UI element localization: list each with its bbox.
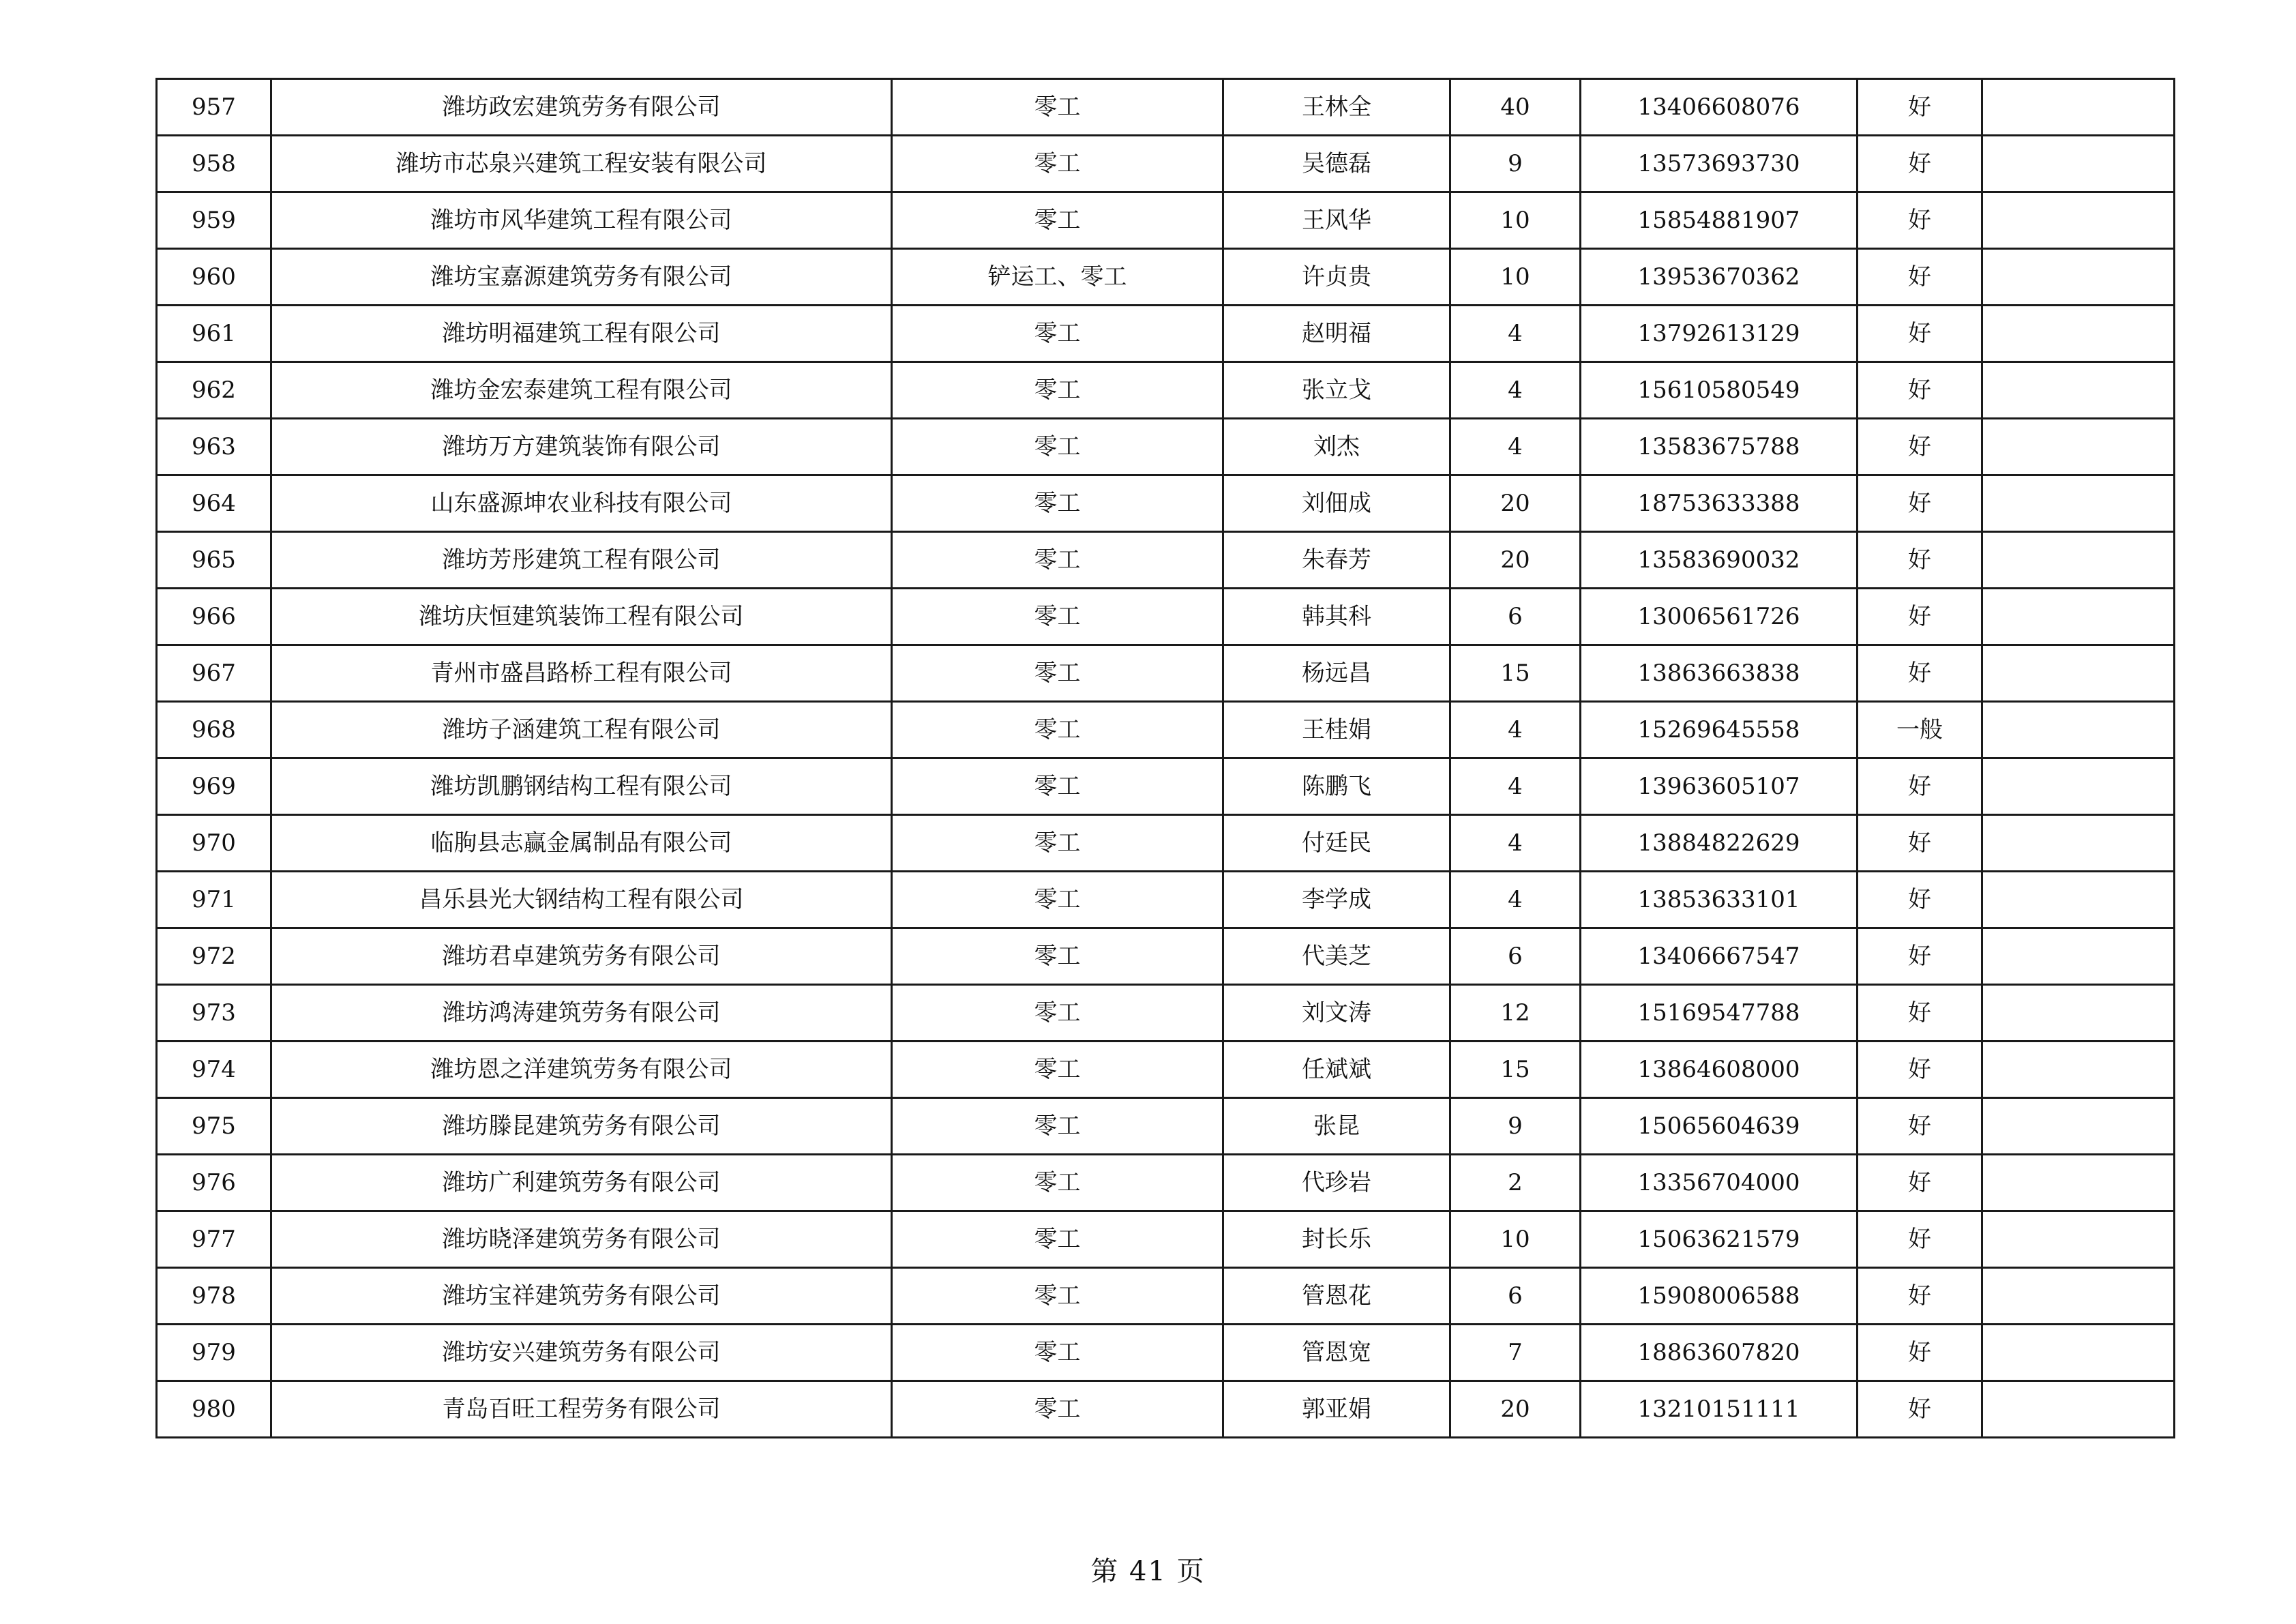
phone-number-cell: 15065604639 — [1581, 1098, 1858, 1155]
row-number-cell: 971 — [157, 872, 271, 928]
company-name-cell: 潍坊金宏泰建筑工程有限公司 — [271, 362, 892, 419]
rating-cell: 一般 — [1858, 702, 1982, 758]
company-name-cell: 山东盛源坤农业科技有限公司 — [271, 475, 892, 532]
rating-cell: 好 — [1858, 1381, 1982, 1438]
trade-type-cell: 零工 — [892, 928, 1223, 985]
worker-count-cell: 20 — [1450, 532, 1581, 589]
trade-type-cell: 零工 — [892, 1325, 1223, 1381]
phone-number-cell: 18863607820 — [1581, 1325, 1858, 1381]
phone-number-cell: 15269645558 — [1581, 702, 1858, 758]
table-row — [157, 645, 2175, 702]
rating-cell: 好 — [1858, 815, 1982, 872]
contact-person-cell: 代美芝 — [1223, 928, 1450, 985]
rating-cell: 好 — [1858, 985, 1982, 1042]
row-number-cell: 958 — [157, 136, 271, 192]
trade-type-cell: 零工 — [892, 419, 1223, 475]
table-row — [157, 1268, 2175, 1325]
remark-cell — [1982, 1155, 2175, 1211]
table-row — [157, 1155, 2175, 1211]
company-name-cell: 潍坊恩之洋建筑劳务有限公司 — [271, 1042, 892, 1098]
remark-cell — [1982, 985, 2175, 1042]
table-row — [157, 192, 2175, 249]
phone-number-cell: 13864608000 — [1581, 1042, 1858, 1098]
rating-cell: 好 — [1858, 1325, 1982, 1381]
row-number-cell: 964 — [157, 475, 271, 532]
phone-number-cell: 13406608076 — [1581, 79, 1858, 136]
company-name-cell: 潍坊市风华建筑工程有限公司 — [271, 192, 892, 249]
trade-type-cell: 零工 — [892, 475, 1223, 532]
worker-count-cell: 6 — [1450, 1268, 1581, 1325]
contact-person-cell: 李学成 — [1223, 872, 1450, 928]
phone-number-cell: 13573693730 — [1581, 136, 1858, 192]
contact-person-cell: 任斌斌 — [1223, 1042, 1450, 1098]
contact-person-cell: 王林全 — [1223, 79, 1450, 136]
remark-cell — [1982, 758, 2175, 815]
company-name-cell: 潍坊滕昆建筑劳务有限公司 — [271, 1098, 892, 1155]
row-number-cell: 962 — [157, 362, 271, 419]
contact-person-cell: 许贞贵 — [1223, 249, 1450, 306]
trade-type-cell: 零工 — [892, 985, 1223, 1042]
contact-person-cell: 张昆 — [1223, 1098, 1450, 1155]
remark-cell — [1982, 1042, 2175, 1098]
contact-person-cell: 郭亚娟 — [1223, 1381, 1450, 1438]
rating-cell: 好 — [1858, 532, 1982, 589]
rating-cell: 好 — [1858, 928, 1982, 985]
trade-type-cell: 零工 — [892, 362, 1223, 419]
company-name-cell: 潍坊凯鹏钢结构工程有限公司 — [271, 758, 892, 815]
worker-count-cell: 4 — [1450, 758, 1581, 815]
rating-cell: 好 — [1858, 192, 1982, 249]
worker-count-cell: 4 — [1450, 419, 1581, 475]
row-number-cell: 972 — [157, 928, 271, 985]
row-number-cell: 977 — [157, 1211, 271, 1268]
contact-person-cell: 付廷民 — [1223, 815, 1450, 872]
row-number-cell: 960 — [157, 249, 271, 306]
remark-cell — [1982, 589, 2175, 645]
contact-person-cell: 韩其科 — [1223, 589, 1450, 645]
worker-count-cell: 4 — [1450, 872, 1581, 928]
remark-cell — [1982, 419, 2175, 475]
phone-number-cell: 13006561726 — [1581, 589, 1858, 645]
table-row — [157, 532, 2175, 589]
worker-count-cell: 40 — [1450, 79, 1581, 136]
trade-type-cell: 零工 — [892, 1155, 1223, 1211]
worker-count-cell: 7 — [1450, 1325, 1581, 1381]
worker-count-cell: 2 — [1450, 1155, 1581, 1211]
table-row — [157, 1211, 2175, 1268]
contact-person-cell: 王桂娟 — [1223, 702, 1450, 758]
row-number-cell: 973 — [157, 985, 271, 1042]
trade-type-cell: 零工 — [892, 1042, 1223, 1098]
table-row — [157, 362, 2175, 419]
worker-count-cell: 10 — [1450, 1211, 1581, 1268]
rating-cell: 好 — [1858, 475, 1982, 532]
company-name-cell: 青岛百旺工程劳务有限公司 — [271, 1381, 892, 1438]
table-row — [157, 815, 2175, 872]
row-number-cell: 963 — [157, 419, 271, 475]
phone-number-cell: 15908006588 — [1581, 1268, 1858, 1325]
rating-cell: 好 — [1858, 589, 1982, 645]
contact-person-cell: 赵明福 — [1223, 306, 1450, 362]
remark-cell — [1982, 1268, 2175, 1325]
worker-count-cell: 4 — [1450, 306, 1581, 362]
contact-person-cell: 封长乐 — [1223, 1211, 1450, 1268]
trade-type-cell: 零工 — [892, 532, 1223, 589]
worker-count-cell: 9 — [1450, 1098, 1581, 1155]
trade-type-cell: 铲运工、零工 — [892, 249, 1223, 306]
table-row — [157, 928, 2175, 985]
trade-type-cell: 零工 — [892, 192, 1223, 249]
remark-cell — [1982, 928, 2175, 985]
row-number-cell: 967 — [157, 645, 271, 702]
remark-cell — [1982, 1381, 2175, 1438]
phone-number-cell: 13406667547 — [1581, 928, 1858, 985]
remark-cell — [1982, 872, 2175, 928]
company-name-cell: 潍坊芳彤建筑工程有限公司 — [271, 532, 892, 589]
company-name-cell: 潍坊明福建筑工程有限公司 — [271, 306, 892, 362]
trade-type-cell: 零工 — [892, 702, 1223, 758]
phone-number-cell: 13863663838 — [1581, 645, 1858, 702]
table-row — [157, 1381, 2175, 1438]
contact-person-cell: 吴德磊 — [1223, 136, 1450, 192]
remark-cell — [1982, 475, 2175, 532]
company-name-cell: 潍坊庆恒建筑装饰工程有限公司 — [271, 589, 892, 645]
company-name-cell: 潍坊市芯泉兴建筑工程安装有限公司 — [271, 136, 892, 192]
table-row — [157, 872, 2175, 928]
trade-type-cell: 零工 — [892, 815, 1223, 872]
phone-number-cell: 15169547788 — [1581, 985, 1858, 1042]
table-row — [157, 79, 2175, 136]
page-number: 第 41 页 — [1090, 1556, 1206, 1587]
company-name-cell: 潍坊君卓建筑劳务有限公司 — [271, 928, 892, 985]
contact-person-cell: 刘文涛 — [1223, 985, 1450, 1042]
company-name-cell: 潍坊万方建筑装饰有限公司 — [271, 419, 892, 475]
contact-person-cell: 刘佃成 — [1223, 475, 1450, 532]
table-row — [157, 1325, 2175, 1381]
phone-number-cell: 15063621579 — [1581, 1211, 1858, 1268]
company-name-cell: 潍坊政宏建筑劳务有限公司 — [271, 79, 892, 136]
rating-cell: 好 — [1858, 1211, 1982, 1268]
phone-number-cell: 15854881907 — [1581, 192, 1858, 249]
contact-person-cell: 王风华 — [1223, 192, 1450, 249]
trade-type-cell: 零工 — [892, 1381, 1223, 1438]
company-name-cell: 潍坊晓泽建筑劳务有限公司 — [271, 1211, 892, 1268]
remark-cell — [1982, 362, 2175, 419]
trade-type-cell: 零工 — [892, 1268, 1223, 1325]
contact-person-cell: 张立戈 — [1223, 362, 1450, 419]
remark-cell — [1982, 1098, 2175, 1155]
remark-cell — [1982, 136, 2175, 192]
worker-count-cell: 6 — [1450, 589, 1581, 645]
company-name-cell: 潍坊宝嘉源建筑劳务有限公司 — [271, 249, 892, 306]
rating-cell: 好 — [1858, 362, 1982, 419]
rating-cell: 好 — [1858, 1042, 1982, 1098]
rating-cell: 好 — [1858, 645, 1982, 702]
labor-company-table — [155, 78, 2175, 1438]
row-number-cell: 979 — [157, 1325, 271, 1381]
worker-count-cell: 15 — [1450, 1042, 1581, 1098]
trade-type-cell: 零工 — [892, 1211, 1223, 1268]
table-row — [157, 758, 2175, 815]
trade-type-cell: 零工 — [892, 758, 1223, 815]
worker-count-cell: 9 — [1450, 136, 1581, 192]
row-number-cell: 957 — [157, 79, 271, 136]
phone-number-cell: 13792613129 — [1581, 306, 1858, 362]
contact-person-cell: 管恩宽 — [1223, 1325, 1450, 1381]
table-row — [157, 136, 2175, 192]
table-row — [157, 249, 2175, 306]
row-number-cell: 980 — [157, 1381, 271, 1438]
phone-number-cell: 13210151111 — [1581, 1381, 1858, 1438]
company-name-cell: 潍坊鸿涛建筑劳务有限公司 — [271, 985, 892, 1042]
trade-type-cell: 零工 — [892, 136, 1223, 192]
worker-count-cell: 10 — [1450, 192, 1581, 249]
remark-cell — [1982, 306, 2175, 362]
contact-person-cell: 朱春芳 — [1223, 532, 1450, 589]
remark-cell — [1982, 79, 2175, 136]
row-number-cell: 966 — [157, 589, 271, 645]
rating-cell: 好 — [1858, 1155, 1982, 1211]
worker-count-cell: 10 — [1450, 249, 1581, 306]
phone-number-cell: 13853633101 — [1581, 872, 1858, 928]
remark-cell — [1982, 1325, 2175, 1381]
contact-person-cell: 代珍岩 — [1223, 1155, 1450, 1211]
row-number-cell: 975 — [157, 1098, 271, 1155]
phone-number-cell: 13884822629 — [1581, 815, 1858, 872]
table-row — [157, 419, 2175, 475]
worker-count-cell: 4 — [1450, 815, 1581, 872]
trade-type-cell: 零工 — [892, 872, 1223, 928]
table-row — [157, 702, 2175, 758]
table-row — [157, 985, 2175, 1042]
remark-cell — [1982, 192, 2175, 249]
worker-count-cell: 12 — [1450, 985, 1581, 1042]
company-name-cell: 潍坊广利建筑劳务有限公司 — [271, 1155, 892, 1211]
worker-count-cell: 20 — [1450, 475, 1581, 532]
worker-count-cell: 4 — [1450, 362, 1581, 419]
phone-number-cell: 18753633388 — [1581, 475, 1858, 532]
row-number-cell: 968 — [157, 702, 271, 758]
remark-cell — [1982, 249, 2175, 306]
contact-person-cell: 刘杰 — [1223, 419, 1450, 475]
rating-cell: 好 — [1858, 249, 1982, 306]
phone-number-cell: 13583690032 — [1581, 532, 1858, 589]
remark-cell — [1982, 645, 2175, 702]
worker-count-cell: 4 — [1450, 702, 1581, 758]
row-number-cell: 969 — [157, 758, 271, 815]
trade-type-cell: 零工 — [892, 306, 1223, 362]
rating-cell: 好 — [1858, 419, 1982, 475]
company-name-cell: 临朐县志赢金属制品有限公司 — [271, 815, 892, 872]
remark-cell — [1982, 532, 2175, 589]
phone-number-cell: 13953670362 — [1581, 249, 1858, 306]
worker-count-cell: 6 — [1450, 928, 1581, 985]
contact-person-cell: 陈鹏飞 — [1223, 758, 1450, 815]
rating-cell: 好 — [1858, 79, 1982, 136]
worker-count-cell: 15 — [1450, 645, 1581, 702]
company-name-cell: 昌乐县光大钢结构工程有限公司 — [271, 872, 892, 928]
remark-cell — [1982, 702, 2175, 758]
company-name-cell: 潍坊宝祥建筑劳务有限公司 — [271, 1268, 892, 1325]
rating-cell: 好 — [1858, 1268, 1982, 1325]
row-number-cell: 959 — [157, 192, 271, 249]
row-number-cell: 970 — [157, 815, 271, 872]
rating-cell: 好 — [1858, 306, 1982, 362]
row-number-cell: 965 — [157, 532, 271, 589]
contact-person-cell: 管恩花 — [1223, 1268, 1450, 1325]
phone-number-cell: 13356704000 — [1581, 1155, 1858, 1211]
rating-cell: 好 — [1858, 1098, 1982, 1155]
rating-cell: 好 — [1858, 758, 1982, 815]
company-name-cell: 潍坊子涵建筑工程有限公司 — [271, 702, 892, 758]
trade-type-cell: 零工 — [892, 1098, 1223, 1155]
table-row — [157, 1042, 2175, 1098]
table-body — [157, 79, 2175, 1438]
row-number-cell: 974 — [157, 1042, 271, 1098]
row-number-cell: 976 — [157, 1155, 271, 1211]
remark-cell — [1982, 1211, 2175, 1268]
table-row — [157, 589, 2175, 645]
remark-cell — [1982, 815, 2175, 872]
trade-type-cell: 零工 — [892, 79, 1223, 136]
contact-person-cell: 杨远昌 — [1223, 645, 1450, 702]
worker-count-cell: 20 — [1450, 1381, 1581, 1438]
row-number-cell: 961 — [157, 306, 271, 362]
phone-number-cell: 13963605107 — [1581, 758, 1858, 815]
row-number-cell: 978 — [157, 1268, 271, 1325]
phone-number-cell: 15610580549 — [1581, 362, 1858, 419]
trade-type-cell: 零工 — [892, 645, 1223, 702]
company-name-cell: 潍坊安兴建筑劳务有限公司 — [271, 1325, 892, 1381]
table-row — [157, 475, 2175, 532]
company-name-cell: 青州市盛昌路桥工程有限公司 — [271, 645, 892, 702]
rating-cell: 好 — [1858, 872, 1982, 928]
table-row — [157, 306, 2175, 362]
phone-number-cell: 13583675788 — [1581, 419, 1858, 475]
table-row — [157, 1098, 2175, 1155]
trade-type-cell: 零工 — [892, 589, 1223, 645]
rating-cell: 好 — [1858, 136, 1982, 192]
